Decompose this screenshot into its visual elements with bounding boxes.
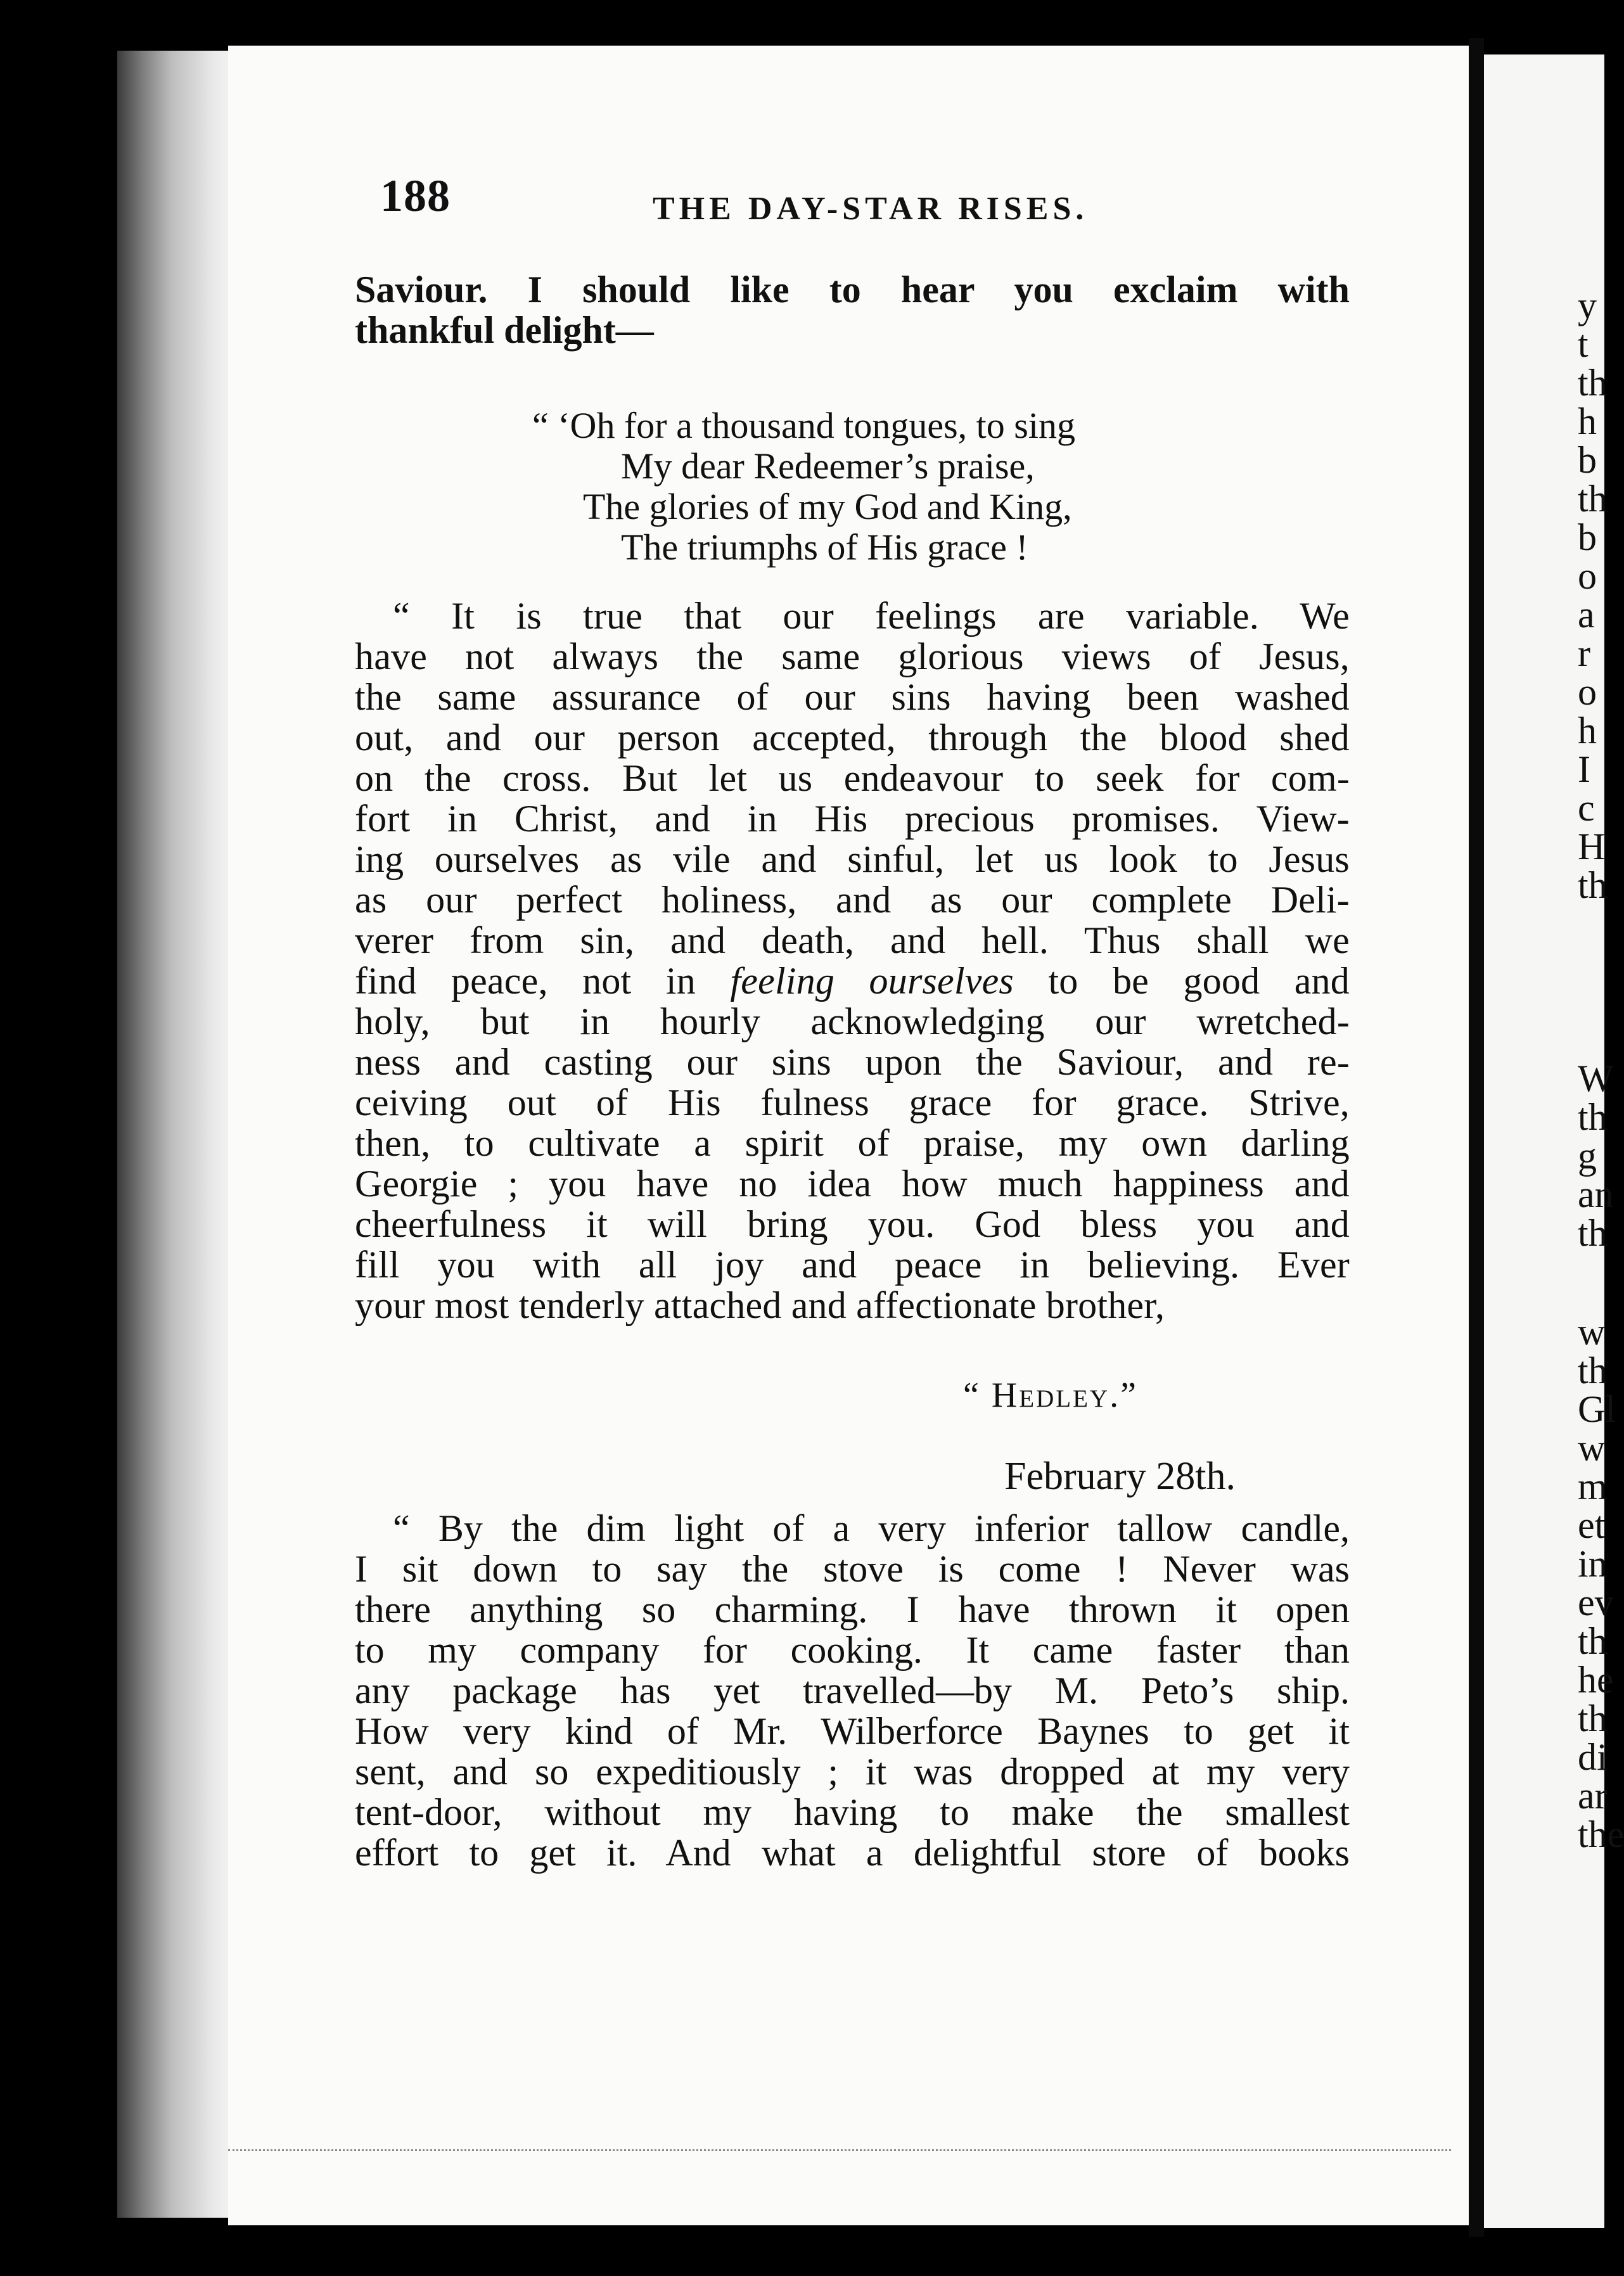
book-gutter bbox=[1469, 38, 1484, 2237]
text-line: ing ourselves as vile and sinful, let us look to Jesus bbox=[355, 838, 1350, 880]
facing-page-fragment: w bbox=[1578, 1427, 1606, 1469]
facing-page-fragment: th bbox=[1578, 362, 1608, 404]
verse-line: The glories of my God and King, bbox=[583, 486, 1072, 527]
facing-page-fragment: ar bbox=[1578, 1775, 1608, 1817]
text-run: find peace, not in bbox=[355, 960, 731, 1002]
facing-page-fragment: I bbox=[1578, 748, 1590, 790]
italic-phrase: feeling ourselves bbox=[730, 960, 1014, 1002]
verse-line: “ ‘Oh for a thousand tongues, to sing bbox=[532, 405, 1075, 446]
text-line: holy, but in hourly acknowledging our wretched- bbox=[355, 1001, 1350, 1042]
text-line: to my company for cooking. It came faster than bbox=[355, 1629, 1350, 1671]
facing-page-fragment: an bbox=[1578, 1173, 1614, 1215]
facing-page-fragment: y bbox=[1578, 284, 1597, 326]
text-line: “ It is true that our feelings are variable. We bbox=[393, 595, 1350, 637]
letter-signature: “ Hedley.” bbox=[963, 1376, 1138, 1415]
text-line: as our perfect holiness, and as our complete Deli- bbox=[355, 879, 1350, 921]
facing-page-fragment: ev bbox=[1578, 1582, 1614, 1623]
facing-page-fragment: t bbox=[1578, 323, 1589, 365]
facing-page-fragment: a bbox=[1578, 594, 1595, 636]
facing-page-fragment: Gl bbox=[1578, 1388, 1616, 1430]
text-line: verer from sin, and death, and hell. Thus shall we bbox=[355, 919, 1350, 961]
running-title: THE DAY-STAR RISES. bbox=[653, 191, 1089, 227]
verse-line: The triumphs of His grace ! bbox=[621, 527, 1028, 568]
facing-page-fragment: h bbox=[1578, 710, 1597, 751]
text-line: cheerfulness it will bring you. God bless you and bbox=[355, 1203, 1350, 1245]
facing-page-fragment: th bbox=[1578, 1620, 1608, 1662]
facing-page-fragment: g bbox=[1578, 1135, 1597, 1177]
text-line: fill you with all joy and peace in believing. Ever bbox=[355, 1244, 1350, 1286]
text-run: to be good and bbox=[1013, 960, 1350, 1002]
text-line: have not always the same glorious views of Jesus, bbox=[355, 636, 1350, 677]
facing-page-fragment: m bbox=[1578, 1466, 1608, 1507]
facing-page-fragment: th bbox=[1578, 478, 1608, 520]
text-line: Georgie ; you have no idea how much happiness and bbox=[355, 1163, 1350, 1205]
facing-page-fragment: w bbox=[1578, 1311, 1606, 1353]
text-line: then, to cultivate a spirit of praise, my own darling bbox=[355, 1122, 1350, 1164]
text-line: ness and casting our sins upon the Saviour, and re- bbox=[355, 1041, 1350, 1083]
facing-page-fragment: the bbox=[1578, 1813, 1624, 1855]
facing-page-fragment: et bbox=[1578, 1504, 1606, 1546]
facing-page-fragment: th bbox=[1578, 864, 1608, 906]
facing-page-fragment: he bbox=[1578, 1659, 1614, 1701]
text-line-with-italic bbox=[355, 961, 1350, 1001]
facing-page-fragment: th bbox=[1578, 1096, 1608, 1138]
book-page-edge bbox=[117, 51, 238, 2218]
page-number: 188 bbox=[380, 170, 451, 221]
text-line: any package has yet travelled—by M. Peto’s ship. bbox=[355, 1670, 1350, 1711]
text-line: fort in Christ, and in His precious promises. View- bbox=[355, 798, 1350, 840]
facing-page-fragment: th bbox=[1578, 1212, 1608, 1254]
facing-page-fragment: W bbox=[1578, 1058, 1614, 1099]
opening-paragraph bbox=[355, 269, 1350, 350]
facing-page-fragment: th bbox=[1578, 1350, 1608, 1391]
facing-page-fragment: th bbox=[1578, 1697, 1608, 1739]
text-line: ceiving out of His fulness grace for grace. Strive, bbox=[355, 1082, 1350, 1123]
facing-page-fragment: h bbox=[1578, 400, 1597, 442]
text-line: effort to get it. And what a delightful store of books bbox=[355, 1832, 1350, 1874]
letter-paragraph bbox=[355, 596, 1350, 1326]
text-line: tent-door, without my having to make the smallest bbox=[355, 1791, 1350, 1833]
facing-page-fragment: b bbox=[1578, 516, 1597, 558]
facing-page-fragment: o bbox=[1578, 555, 1597, 597]
text-line: out, and our person accepted, through the blood shed bbox=[355, 717, 1350, 758]
hymn-verse bbox=[532, 406, 1229, 568]
text-line: the same assurance of our sins having been washed bbox=[355, 676, 1350, 718]
text-line: “ By the dim light of a very inferior tallow candle, bbox=[393, 1507, 1350, 1549]
text-line: How very kind of Mr. Wilberforce Baynes to get it bbox=[355, 1710, 1350, 1752]
text-line: on the cross. But let us endeavour to seek for com- bbox=[355, 757, 1350, 799]
text-line: there anything so charming. I have thrown it open bbox=[355, 1589, 1350, 1630]
facing-page-fragment: in bbox=[1578, 1543, 1608, 1585]
text-line: sent, and so expeditiously ; it was dropped at my very bbox=[355, 1751, 1350, 1793]
letter-paragraph bbox=[355, 1508, 1350, 1873]
verse-line: My dear Redeemer’s praise, bbox=[621, 445, 1035, 487]
facing-page-fragment: c bbox=[1578, 787, 1595, 829]
page-bottom-rule bbox=[228, 2149, 1451, 2154]
text-line: thankful delight— bbox=[355, 309, 654, 351]
letter-dateline: February 28th. bbox=[1004, 1455, 1236, 1498]
facing-page-fragment: r bbox=[1578, 632, 1590, 674]
facing-page-fragment: H bbox=[1578, 826, 1606, 867]
text-line: I sit down to say the stove is come ! Never was bbox=[355, 1548, 1350, 1590]
facing-page-fragment: o bbox=[1578, 671, 1597, 713]
facing-page-fragment: di bbox=[1578, 1736, 1608, 1778]
text-line: your most tenderly attached and affectionate brother, bbox=[355, 1284, 1165, 1326]
text-line: Saviour. I should like to hear you exclaim with bbox=[355, 269, 1350, 310]
facing-page-fragment: b bbox=[1578, 439, 1597, 481]
